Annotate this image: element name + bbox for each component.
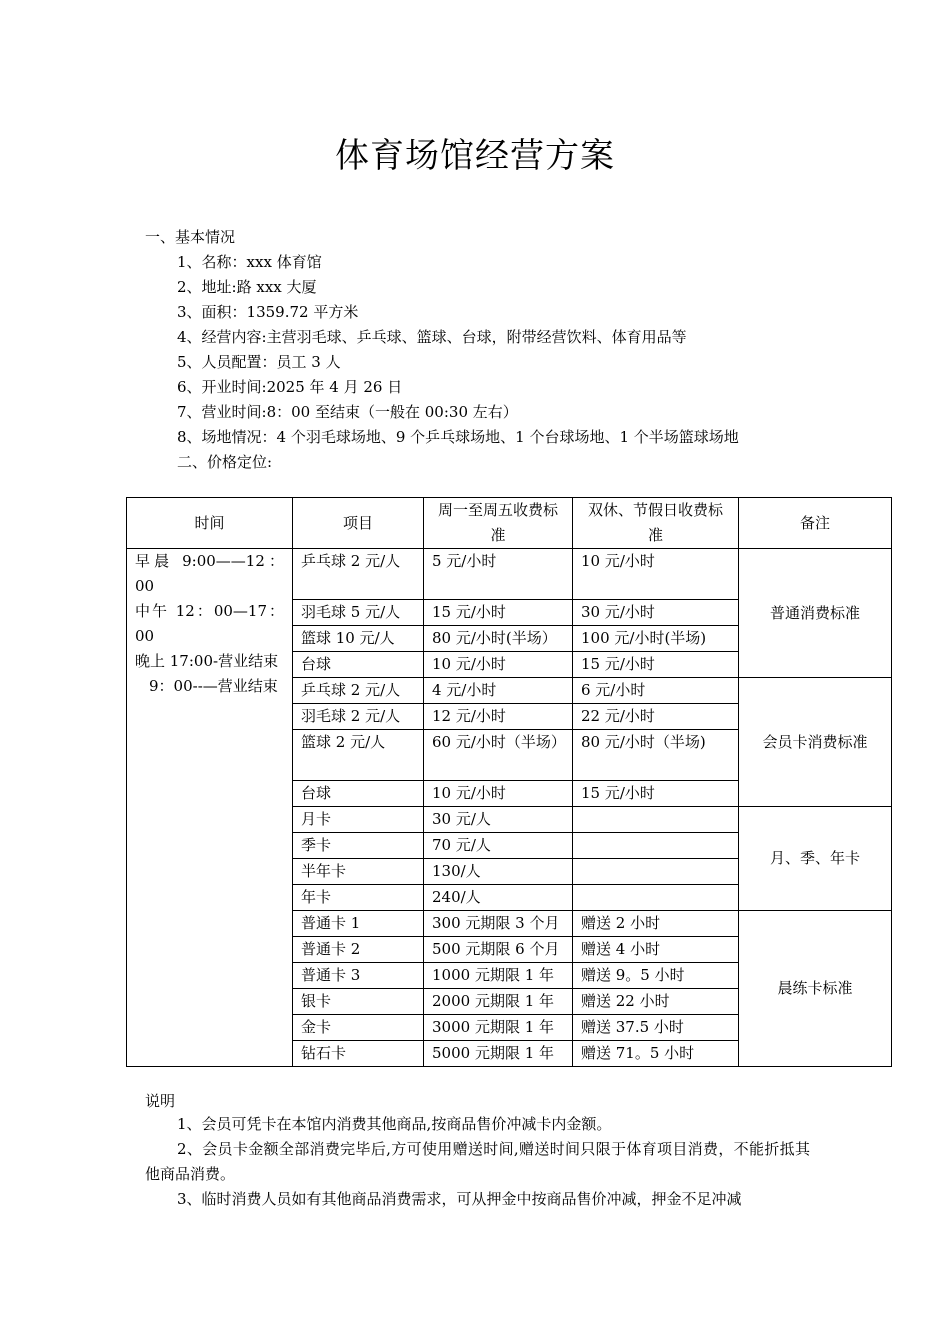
weekend-cell: 30 元/小时 xyxy=(573,600,739,626)
time-cell xyxy=(127,549,293,1067)
item-cell: 金卡 xyxy=(293,1015,424,1041)
weekday-cell: 300 元期限 3 个月 xyxy=(424,911,573,937)
note-item: 1、会员可凭卡在本馆内消费其他商品,按商品售价冲减卡内金额。 xyxy=(177,1115,612,1133)
weekend-cell: 80 元/小时（半场) xyxy=(573,730,739,781)
weekend-cell: 10 元/小时 xyxy=(573,549,739,600)
weekend-cell: 赠送 2 小时 xyxy=(573,911,739,937)
time-morning: 早晨 9:00——12：00 xyxy=(135,552,284,595)
weekday-cell: 2000 元期限 1 年 xyxy=(424,989,573,1015)
weekend-cell: 15 元/小时 xyxy=(573,781,739,807)
remark-member: 会员卡消费标准 xyxy=(739,678,892,807)
item-cell: 羽毛球 2 元/人 xyxy=(293,704,424,730)
weekend-cell: 22 元/小时 xyxy=(573,704,739,730)
weekday-cell: 5000 元期限 1 年 xyxy=(424,1041,573,1067)
time-noon: 中午 12：00—17：00 xyxy=(135,602,284,645)
remark-period-cards: 月、季、年卡 xyxy=(739,807,892,911)
weekday-cell: 240/人 xyxy=(424,885,573,911)
header-weekend-price: 双休、节假日收费标准 xyxy=(573,498,739,549)
weekday-cell: 10 元/小时 xyxy=(424,652,573,678)
weekend-cell: 15 元/小时 xyxy=(573,652,739,678)
basic-item-business: 4、经营内容:主营羽毛球、乒乓球、篮球、台球，附带经营饮料、体育用品等 xyxy=(177,328,687,346)
remark-standard: 普通消费标准 xyxy=(739,549,892,678)
basic-item-name: 1、名称：xxx 体育馆 xyxy=(177,253,322,271)
note-item: 2、会员卡金额全部消费完毕后,方可使用赠送时间,赠送时间只限于体育项目消费，不能折抵其他商品消费。 xyxy=(145,1140,810,1183)
weekday-cell: 5 元/小时 xyxy=(424,549,573,600)
time-evening: 晚上 17:00-营业结束 xyxy=(135,652,279,670)
basic-item-venues: 8、场地情况：4 个羽毛球场地、9 个乒乓球场地、1 个台球场地、1 个半场篮球场地 xyxy=(177,428,739,446)
weekday-cell: 1000 元期限 1 年 xyxy=(424,963,573,989)
weekend-cell: 赠送 71。5 小时 xyxy=(573,1041,739,1067)
table-header-row xyxy=(127,498,892,549)
weekday-cell: 4 元/小时 xyxy=(424,678,573,704)
header-item: 项目 xyxy=(293,498,424,549)
weekend-cell: 赠送 4 小时 xyxy=(573,937,739,963)
basic-item-opening-date: 6、开业时间:2025 年 4 月 26 日 xyxy=(177,378,403,396)
item-cell: 台球 xyxy=(293,781,424,807)
basic-item-staff: 5、人员配置：员工 3 人 xyxy=(177,353,341,371)
weekend-cell xyxy=(573,833,739,859)
header-time: 时间 xyxy=(127,498,293,549)
item-cell: 银卡 xyxy=(293,989,424,1015)
basic-item-hours: 7、营业时间:8：00 至结束（一般在 00:30 左右） xyxy=(177,403,518,421)
table-row xyxy=(127,549,892,600)
weekday-cell: 12 元/小时 xyxy=(424,704,573,730)
item-cell: 钻石卡 xyxy=(293,1041,424,1067)
item-cell: 乒乓球 2 元/人 xyxy=(293,678,424,704)
section-price-heading: 二、价格定位: xyxy=(177,453,273,471)
item-cell: 普通卡 3 xyxy=(293,963,424,989)
header-remark: 备注 xyxy=(739,498,892,549)
item-cell: 普通卡 1 xyxy=(293,911,424,937)
item-cell: 季卡 xyxy=(293,833,424,859)
weekend-cell xyxy=(573,807,739,833)
weekday-cell: 15 元/小时 xyxy=(424,600,573,626)
item-cell: 月卡 xyxy=(293,807,424,833)
time-late: 9：00--—营业结束 xyxy=(149,677,278,695)
weekend-cell: 赠送 9。5 小时 xyxy=(573,963,739,989)
weekend-cell xyxy=(573,859,739,885)
weekend-cell: 6 元/小时 xyxy=(573,678,739,704)
weekday-cell: 3000 元期限 1 年 xyxy=(424,1015,573,1041)
item-cell: 篮球 10 元/人 xyxy=(293,626,424,652)
item-cell: 乒乓球 2 元/人 xyxy=(293,549,424,600)
notes-heading: 说明 xyxy=(145,1092,176,1110)
notes-body xyxy=(145,1112,810,1212)
price-table xyxy=(126,497,892,1067)
basic-item-area: 3、面积：1359.72 平方米 xyxy=(177,303,359,321)
item-cell: 篮球 2 元/人 xyxy=(293,730,424,781)
weekday-cell: 70 元/人 xyxy=(424,833,573,859)
weekday-cell: 30 元/人 xyxy=(424,807,573,833)
weekday-cell: 80 元/小时(半场） xyxy=(424,626,573,652)
basic-item-address: 2、地址:路 xxx 大厦 xyxy=(177,278,317,296)
weekend-cell: 赠送 37.5 小时 xyxy=(573,1015,739,1041)
section-basic-heading: 一、基本情况 xyxy=(145,228,236,246)
weekend-cell: 赠送 22 小时 xyxy=(573,989,739,1015)
item-cell: 半年卡 xyxy=(293,859,424,885)
item-cell: 普通卡 2 xyxy=(293,937,424,963)
item-cell: 台球 xyxy=(293,652,424,678)
note-item: 3、临时消费人员如有其他商品消费需求，可从押金中按商品售价冲减，押金不足冲减 xyxy=(177,1190,742,1208)
weekday-cell: 130/人 xyxy=(424,859,573,885)
remark-morning-cards: 晨练卡标准 xyxy=(739,911,892,1067)
weekday-cell: 60 元/小时（半场） xyxy=(424,730,573,781)
item-cell: 年卡 xyxy=(293,885,424,911)
weekend-cell xyxy=(573,885,739,911)
weekend-cell: 100 元/小时(半场) xyxy=(573,626,739,652)
item-cell: 羽毛球 5 元/人 xyxy=(293,600,424,626)
header-weekday-price: 周一至周五收费标准 xyxy=(424,498,573,549)
document-title: 体育场馆经营方案 xyxy=(335,136,615,176)
weekday-cell: 500 元期限 6 个月 xyxy=(424,937,573,963)
weekday-cell: 10 元/小时 xyxy=(424,781,573,807)
